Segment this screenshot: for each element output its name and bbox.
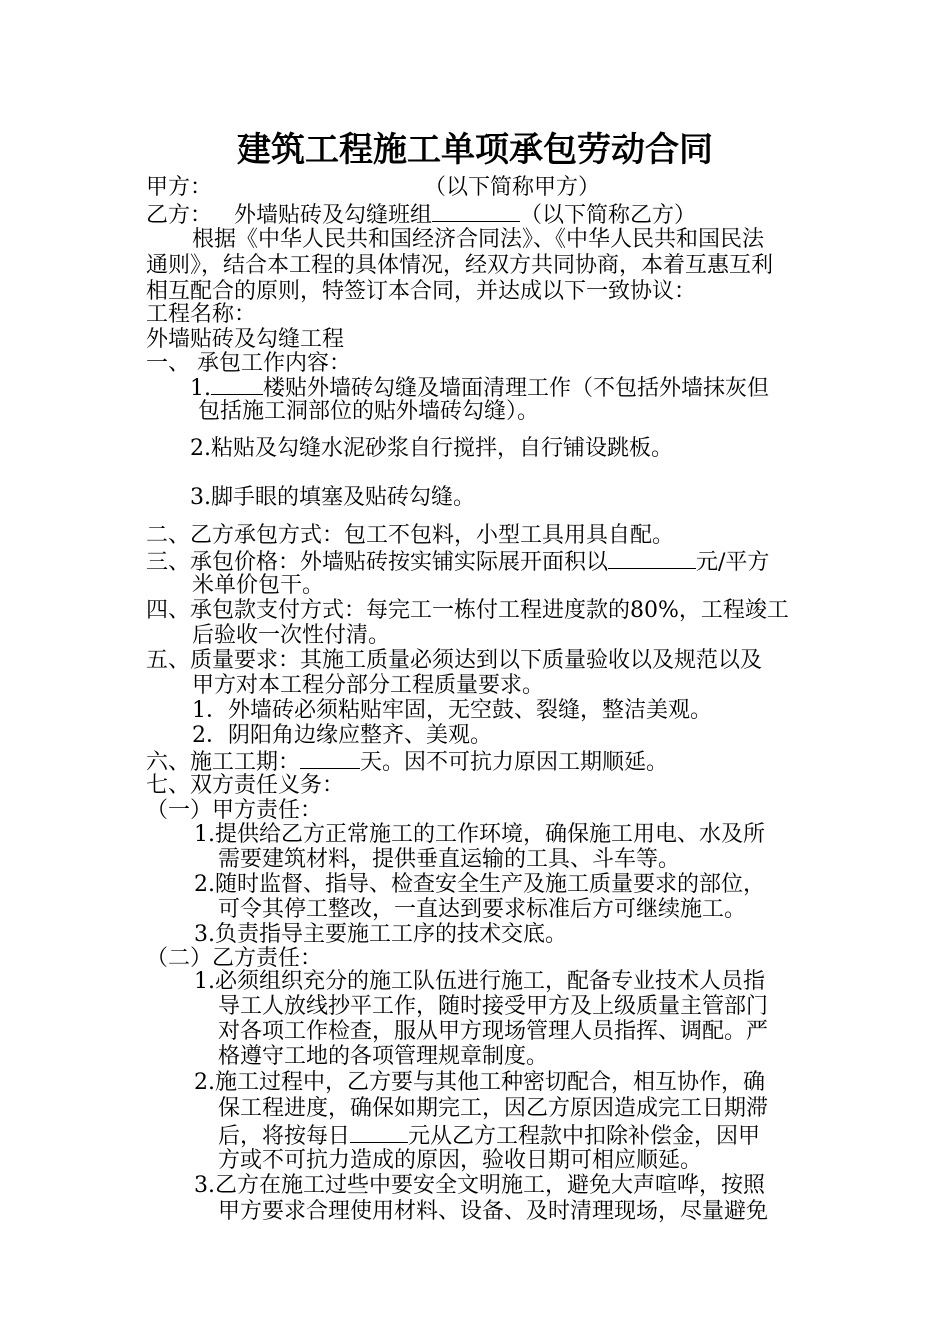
section-1-item-1-cont: 包括施工洞部位的贴外墙砖勾缝）。 [198,399,540,424]
party-b-label: 乙方： [146,203,213,228]
floor-blank [211,374,263,395]
penalty-text: 后，将按每日 [218,1124,351,1149]
party-b-duty-2: 2.施工过程中，乙方要与其他工种密切配合，相互协作，确 [194,1070,765,1095]
section-7-heading: 七、双方责任义务： [146,773,345,798]
section-3-line-1 [146,548,769,574]
section-5-item-2: 2．阴阳角边缘应整齐、美观。 [192,723,492,748]
party-b-duty-2-cont-2 [218,1122,760,1148]
intro-line-2: 通则》，结合本工程的具体情况，经双方共同协商，本着互惠互利 [146,253,774,278]
party-a-label: 甲方： [146,175,213,200]
party-a-suffix: （以下简称甲方） [424,175,601,200]
price-blank [608,548,696,569]
duration-blank [300,748,360,769]
section-5-line-1: 五、质量要求：其施工质量必须达到以下质量验收以及规范以及 [146,648,763,673]
party-b-duty-2-cont-3: 方或不可抗力造成的原因，验收日期可相应顺延。 [218,1148,703,1173]
party-a-duty-3: 3.负责指导主要施工工序的技术交底。 [194,922,567,947]
party-b-name: 外墙贴砖及勾缝班组 [234,203,433,228]
penalty-text-2: 元从乙方工程款中扣除补偿金，因甲 [408,1124,761,1149]
party-b-suffix: （以下简称乙方） [520,203,697,228]
party-a-duties-heading: （一）甲方责任： [146,798,323,823]
party-b-duty-1: 1.必须组织充分的施工队伍进行施工，配备专业技术人员指 [194,969,765,994]
item-number: 1. [190,376,211,401]
project-label: 工程名称： [146,302,257,327]
party-a-duty-1-cont: 需要建筑材料，提供垂直运输的工具、斗车等。 [218,847,681,872]
party-a-duty-2-cont: 可令其停工整改，一直达到要求标准后方可继续施工。 [218,897,747,922]
penalty-blank [350,1122,408,1143]
party-b-duties-heading: （二）乙方责任： [146,946,323,971]
section-1-item-3: 3.脚手眼的填塞及贴砖勾缝。 [190,485,475,510]
section-3-line-2: 米单价包干。 [192,573,325,598]
project-name: 外墙贴砖及勾缝工程 [146,327,345,352]
section-2: 二、乙方承包方式：包工不包料，小型工具用具自配。 [146,523,675,548]
section-6 [146,748,668,774]
section-1-item-2: 2.粘贴及勾缝水泥砂浆自行搅拌，自行铺设跳板。 [190,436,673,461]
party-b-blank [432,201,520,222]
party-a-duty-2: 2.随时监督、指导、检查安全生产及施工质量要求的部位， [194,872,765,897]
party-b-duty-1-cont-2: 对各项工作检查，服从甲方现场管理人员指挥、调配。严 [218,1019,769,1044]
duration-suffix: 天。因不可抗力原因工期顺延。 [360,750,669,775]
party-b-duty-3-cont: 甲方要求合理使用材料、设备、及时清理现场，尽量避免 [218,1199,769,1224]
party-b-duty-1-cont-3: 格遵守工地的各项管理规章制度。 [218,1044,549,1069]
party-b-duty-3: 3.乙方在施工过些中要安全文明施工，避免大声喧哗，按照 [194,1173,765,1198]
party-b-duty-1-cont-1: 导工人放线抄平工作，随时接受甲方及上级质量主管部门 [218,994,769,1019]
section-4-line-1: 四、承包款支付方式：每完工一栋付工程进度款的80%，工程竣工 [146,598,789,623]
party-a-duty-1: 1.提供给乙方正常施工的工作环境，确保施工用电、水及所 [194,822,765,847]
section-4-line-2: 后验收一次性付清。 [192,623,391,648]
section-5-item-1: 1．外墙砖必须粘贴牢固，无空鼓、裂缝，整洁美观。 [192,698,712,723]
item-text: 楼贴外墙砖勾缝及墙面清理工作（不包括外墙抹灰但 [263,376,770,401]
section-1-item-1 [190,374,769,400]
price-unit: 元/平方 [696,550,770,575]
party-b-line [146,201,696,227]
intro-line-1: 根据《中华人民共和国经济合同法》、《中华人民共和国民法 [192,227,765,252]
document-title: 建筑工程施工单项承包劳动合同 [237,130,713,170]
section-1-heading: 一、 承包工作内容： [146,351,351,376]
section-5-line-2: 甲方对本工程分部分工程质量要求。 [192,673,545,698]
price-text: 三、承包价格：外墙贴砖按实铺实际展开面积以 [146,550,609,575]
duration-label: 六、施工工期： [146,750,301,775]
party-b-duty-2-cont-1: 保工程进度，确保如期完工，因乙方原因造成完工日期滞 [218,1096,769,1121]
intro-line-3: 相互配合的原则，特签订本合同，并达成以下一致协议： [146,279,697,304]
